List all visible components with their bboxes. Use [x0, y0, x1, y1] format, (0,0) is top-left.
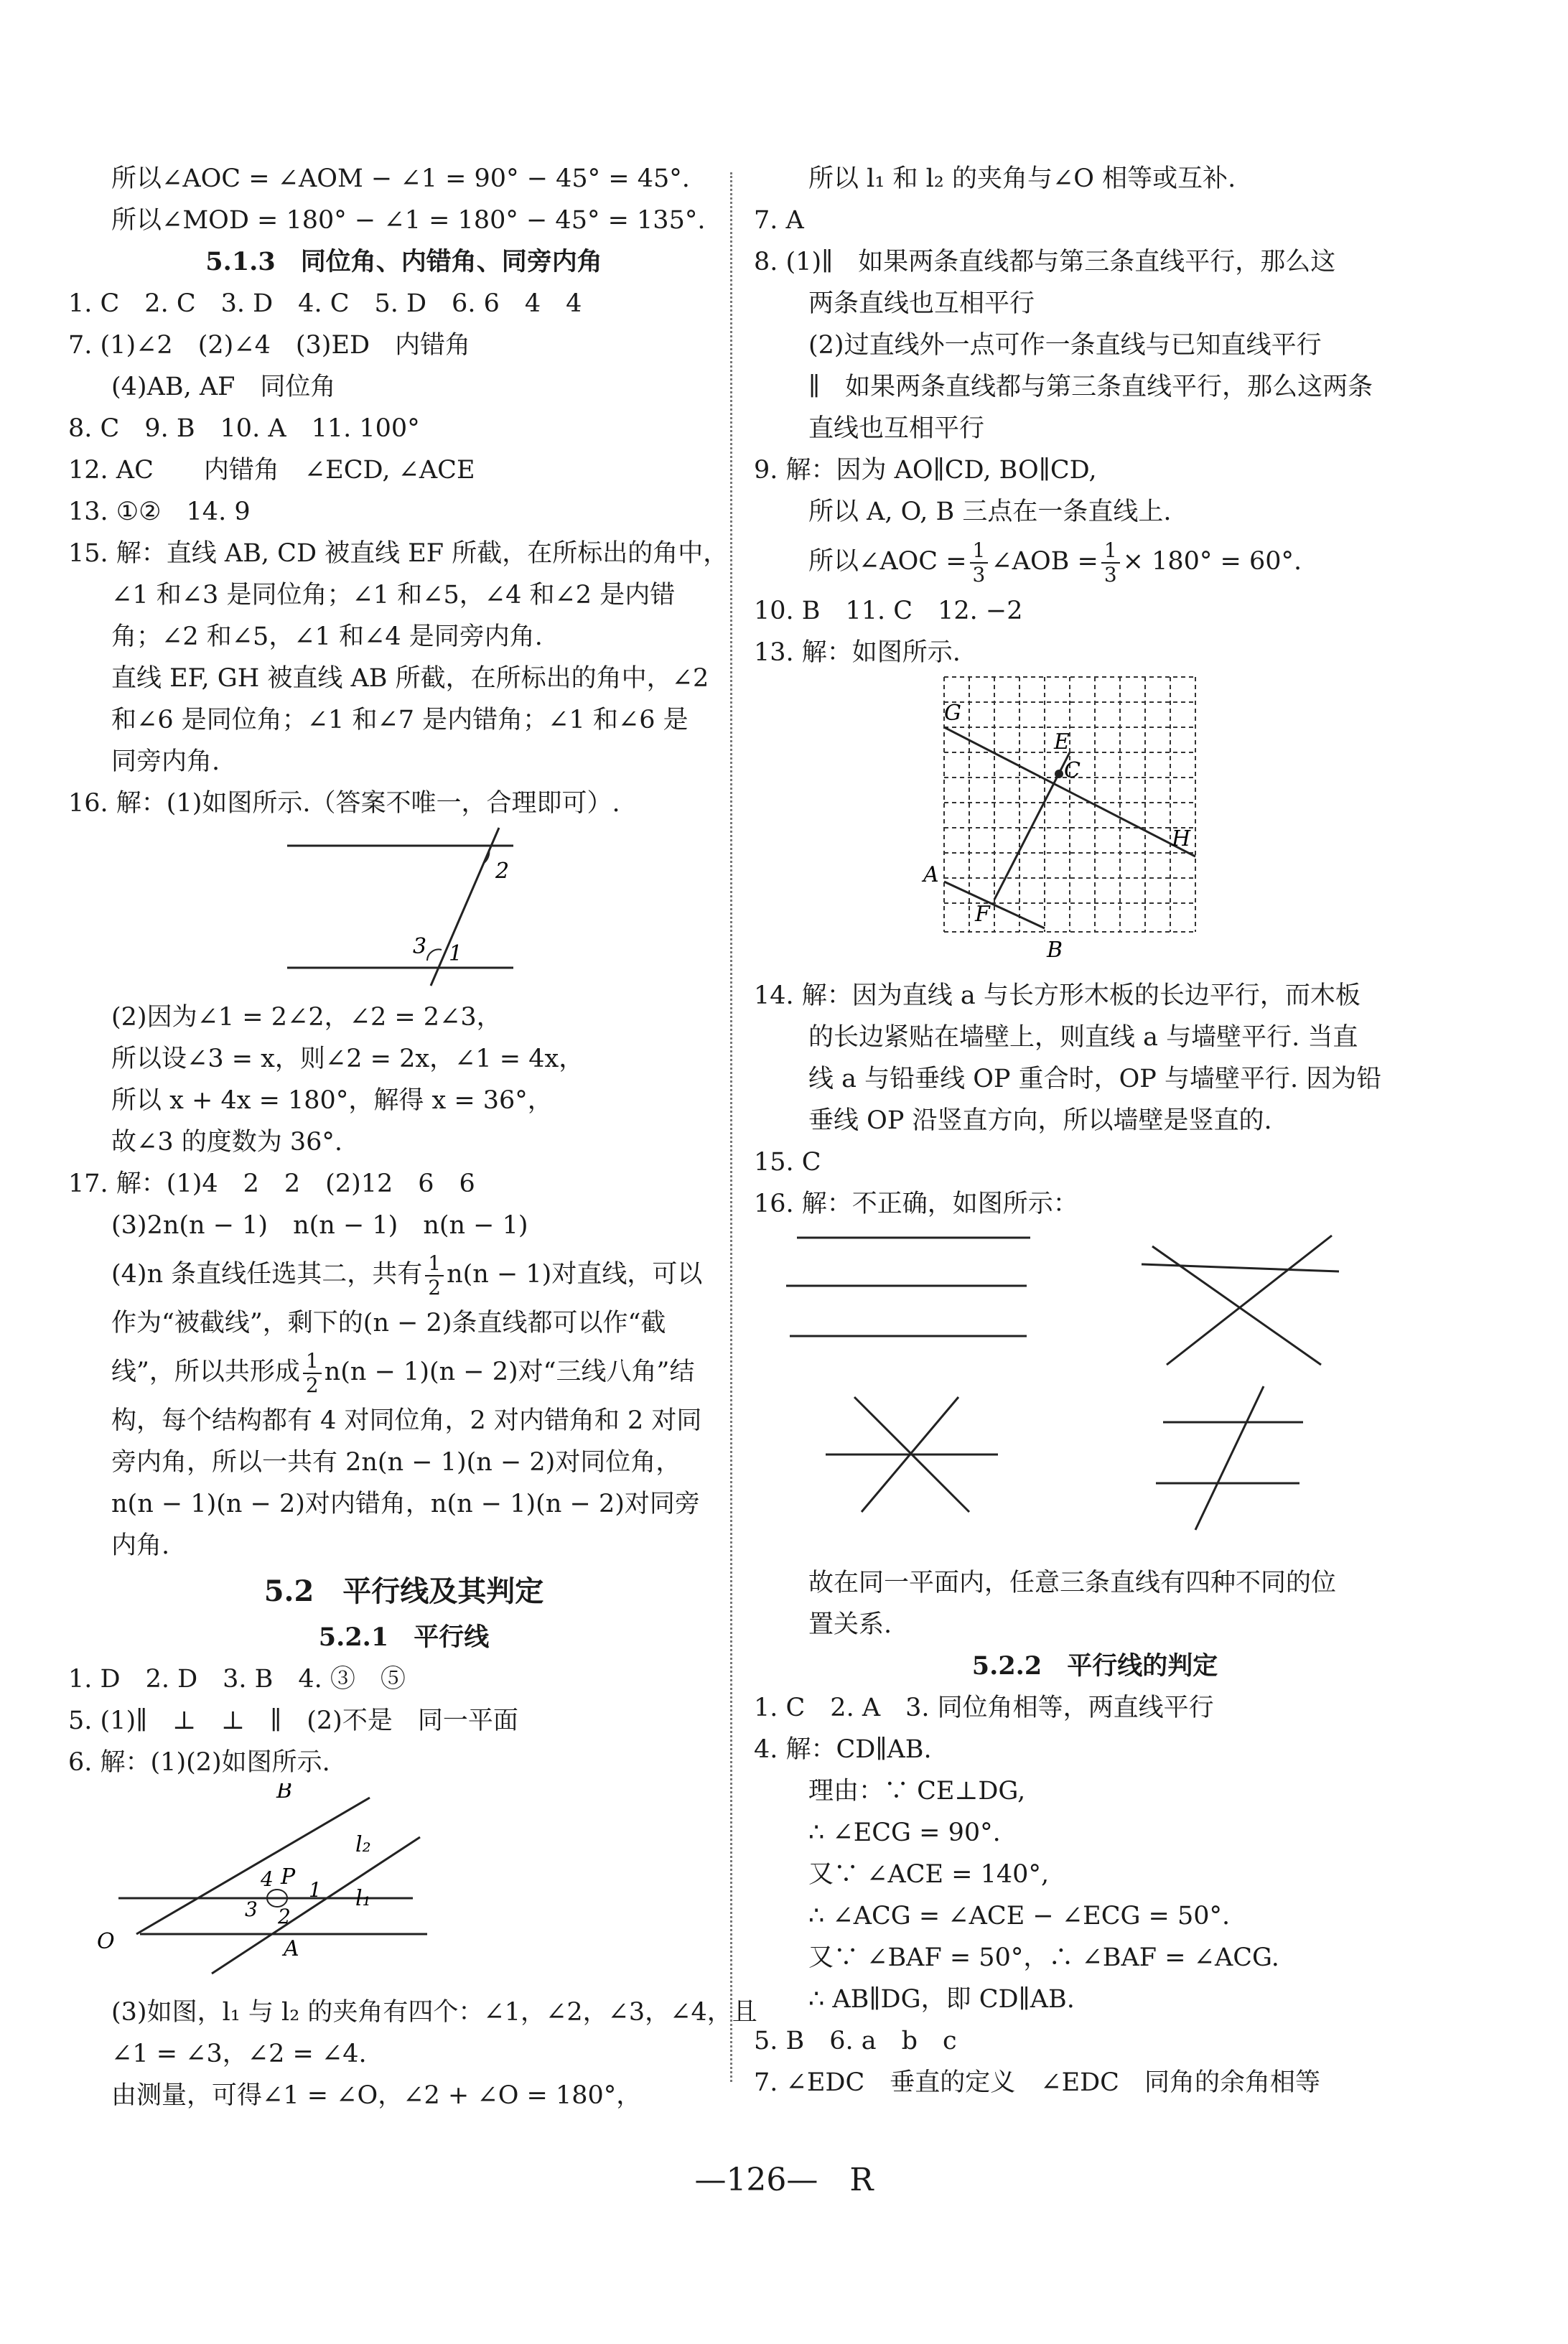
- right-column: [754, 158, 1436, 2103]
- figure-13-label: C: [1064, 758, 1081, 783]
- answer-line: (4)AB, AF 同位角: [111, 373, 336, 401]
- text-line: (3)如图，l₁ 与 l₂ 的夹角有四个：∠1，∠2，∠3，∠4，且: [111, 1998, 757, 2027]
- figure-13-label: B: [1047, 938, 1063, 963]
- subsection-heading: 5.2.1 平行线: [318, 1622, 490, 1652]
- figure-6-label: l₁: [355, 1886, 371, 1911]
- text-line: 和∠6 是同位角；∠1 和∠7 是内错角；∠1 和∠6 是: [111, 706, 689, 734]
- text-line: (2)过直线外一点可作一条直线与已知直线平行: [808, 331, 1322, 360]
- text-line: 旁内角，所以一共有 2n(n − 1)(n − 2)对同位角，: [111, 1448, 681, 1477]
- text-line: (3)2n(n − 1) n(n − 1) n(n − 1): [111, 1211, 528, 1240]
- figure-16-svg: [68, 824, 739, 996]
- text-segment: ∠AOB =: [991, 547, 1098, 576]
- answer-line: 1. C 2. C 3. D 4. C 5. D 6. 6 4 4: [68, 289, 582, 318]
- text-line: 由测量，可得∠1 = ∠O，∠2 + ∠O = 180°，: [111, 2081, 642, 2110]
- answer-line: 4. 解：CD∥AB.: [754, 1735, 932, 1764]
- dotted-grid: [944, 677, 1195, 932]
- text-line: 理由：∵ CE⊥DG,: [808, 1777, 1026, 1806]
- text-line: 垂线 OP 沿竖直方向，所以墙壁是竖直的.: [808, 1106, 1272, 1135]
- section-heading: 5.2 平行线及其判定: [263, 1574, 544, 1608]
- section-heading: 5.1.3 同位角、内错角、同旁内角: [205, 247, 602, 276]
- text-segment: (4)n 条直线任选其二，共有: [111, 1260, 423, 1289]
- text-line: ∥ 如果两条直线都与第三条直线平行，那么这两条: [808, 373, 1373, 401]
- text-line: 故∠3 的度数为 36°.: [111, 1128, 343, 1157]
- answer-line: 1. C 2. A 3. 同位角相等，两直线平行: [754, 1694, 1214, 1722]
- text-line: 又∵ ∠BAF = 50°，∴ ∠BAF = ∠ACG.: [808, 1943, 1279, 1972]
- left-column: [68, 158, 757, 2116]
- answer-line: 5. (1)∥ ⊥ ⊥ ∥ (2)不是 同一平面: [68, 1706, 518, 1735]
- text-line: n(n − 1)(n − 2)对内错角，n(n − 1)(n − 2)对同旁: [111, 1490, 700, 1518]
- answer-line: 13. 解：如图所示.: [754, 638, 961, 667]
- figure-13-label: F: [975, 902, 990, 927]
- figure-6-svg: [68, 1783, 739, 1992]
- answer-line: 14. 解：因为直线 a 与长方形木板的长边平行，而木板: [754, 981, 1361, 1010]
- figure-6-label: 2: [278, 1905, 291, 1928]
- text-line: 又∵ ∠ACE = 140°,: [808, 1860, 1050, 1889]
- figure-6-label: 1: [309, 1878, 322, 1902]
- figure-13-label: H: [1172, 826, 1191, 851]
- text-line: ∴ AB∥DG，即 CD∥AB.: [808, 1985, 1075, 2014]
- answer-line: 8. (1)∥ 如果两条直线都与第三条直线平行，那么这: [754, 248, 1336, 276]
- text-line: ∴ ∠ECG = 90°.: [808, 1818, 1001, 1847]
- text-line: 所以 l₁ 和 l₂ 的夹角与∠O 相等或互补.: [808, 164, 1236, 193]
- text-line: [68, 1344, 739, 1400]
- fraction-third: $\frac{1}{3}$: [1101, 539, 1120, 587]
- figure-6-label: A: [284, 1936, 299, 1961]
- figure-13-label: A: [923, 862, 939, 887]
- text-line: [68, 1246, 739, 1302]
- text-line: 所以设∠3 = x，则∠2 = 2x，∠1 = 4x，: [111, 1045, 584, 1073]
- page-number: —126— R: [694, 2162, 874, 2198]
- text-segment: n(n − 1)(n − 2)对“三线八角”结: [324, 1358, 695, 1386]
- answer-line: 8. C 9. B 10. A 11. 100°: [68, 414, 420, 443]
- text-line: (2)因为∠1 = 2∠2，∠2 = 2∠3，: [111, 1003, 502, 1032]
- figure-13-label: E: [1054, 729, 1070, 755]
- answer-line: 10. B 11. C 12. −2: [754, 597, 1023, 625]
- figure-6-label: 3: [245, 1897, 258, 1921]
- figure-6-label: l₂: [355, 1832, 371, 1857]
- figure-16-label: 2: [495, 859, 510, 884]
- text-line: ∠1 和∠3 是同位角；∠1 和∠5，∠4 和∠2 是内错: [111, 581, 676, 610]
- figure-13: [754, 673, 1436, 975]
- figure-13-label: G: [944, 701, 961, 726]
- figure-13-svg: [754, 673, 1436, 975]
- text-line: 作为“被截线”，剩下的(n − 2)条直线都可以作“截: [111, 1309, 666, 1337]
- figure-6-label: O: [97, 1929, 115, 1954]
- text-line: ∠1 = ∠3，∠2 = ∠4.: [111, 2040, 367, 2068]
- fraction-third: $\frac{1}{3}$: [970, 539, 989, 587]
- text-line: 的长边紧贴在墙壁上，则直线 a 与墙壁平行. 当直: [808, 1023, 1358, 1052]
- figure-6-label: P: [281, 1864, 296, 1890]
- text-line: 置关系.: [808, 1610, 892, 1639]
- answer-line: 7. A: [754, 206, 804, 235]
- figure-6-label: B: [276, 1783, 293, 1803]
- fraction-half: $\frac{1}{2}$: [303, 1350, 322, 1397]
- text-line: 所以∠AOC = ∠AOM − ∠1 = 90° − 45° = 45°.: [111, 164, 690, 193]
- answer-line: 6. 解：(1)(2)如图所示.: [68, 1748, 330, 1777]
- text-line: 同旁内角.: [111, 747, 220, 776]
- answer-line: 5. B 6. a b c: [754, 2027, 957, 2055]
- subsection-heading: 5.2.2 平行线的判定: [971, 1651, 1218, 1681]
- figure-6: [68, 1783, 739, 1992]
- figure-16-label: 1: [449, 941, 463, 966]
- text-line: 内角.: [111, 1531, 170, 1560]
- answer-line: 12. AC 内错角 ∠ECD, ∠ACE: [68, 456, 475, 485]
- figure-16-right: [754, 1225, 1436, 1562]
- text-segment: n(n − 1)对直线，可以: [447, 1260, 703, 1289]
- text-line: 故在同一平面内，任意三条直线有四种不同的位: [808, 1569, 1337, 1597]
- text-line: 直线 EF, GH 被直线 AB 所截，在所标出的角中，∠2: [111, 664, 709, 693]
- text-line: ∴ ∠ACG = ∠ACE − ∠ECG = 50°.: [808, 1902, 1231, 1930]
- text-line: 所以∠MOD = 180° − ∠1 = 180° − 45° = 135°.: [111, 206, 706, 235]
- text-segment: 线”，所以共形成: [111, 1358, 300, 1386]
- text-segment: 所以∠AOC =: [808, 547, 967, 576]
- figure-16-label: 3: [413, 934, 427, 959]
- text-line: 角；∠2 和∠5，∠1 和∠4 是同旁内角.: [111, 622, 543, 651]
- text-line: 两条直线也互相平行: [808, 289, 1035, 318]
- figure-16-right-svg: [754, 1225, 1436, 1562]
- text-line: 构，每个结构都有 4 对同位角，2 对内错角和 2 对同: [111, 1406, 702, 1435]
- answer-line: 9. 解：因为 AO∥CD, BO∥CD,: [754, 456, 1097, 485]
- text-line: 直线也互相平行: [808, 414, 985, 443]
- fraction-half: $\frac{1}{2}$: [425, 1252, 444, 1299]
- text-segment: × 180° = 60°.: [1122, 547, 1302, 576]
- answer-line: 13. ①② 14. 9: [68, 498, 251, 526]
- answer-line: 16. 解：不正确，如图所示：: [754, 1190, 1078, 1218]
- answer-line: 16. 解：(1)如图所示.（答案不唯一，合理即可）.: [68, 789, 620, 818]
- answer-line: 17. 解：(1)4 2 2 (2)12 6 6: [68, 1169, 475, 1198]
- text-line: 所以 A, O, B 三点在一条直线上.: [808, 498, 1172, 526]
- answer-line: 15. C: [754, 1148, 821, 1177]
- answer-line: 7. (1)∠2 (2)∠4 (3)ED 内错角: [68, 331, 471, 360]
- answer-line: 7. ∠EDC 垂直的定义 ∠EDC 同角的余角相等: [754, 2068, 1320, 2097]
- figure-6-label: 4: [261, 1867, 274, 1891]
- text-line: 所以 x + 4x = 180°，解得 x = 36°，: [111, 1086, 553, 1115]
- answer-line: 1. D 2. D 3. B 4. ③ ⑤: [68, 1665, 406, 1694]
- answer-line: 15. 解：直线 AB, CD 被直线 EF 所截，在所标出的角中，: [68, 539, 729, 568]
- text-line: [754, 533, 1436, 590]
- text-line: 线 a 与铅垂线 OP 重合时，OP 与墙壁平行. 因为铅: [808, 1065, 1382, 1093]
- figure-16: [68, 824, 739, 996]
